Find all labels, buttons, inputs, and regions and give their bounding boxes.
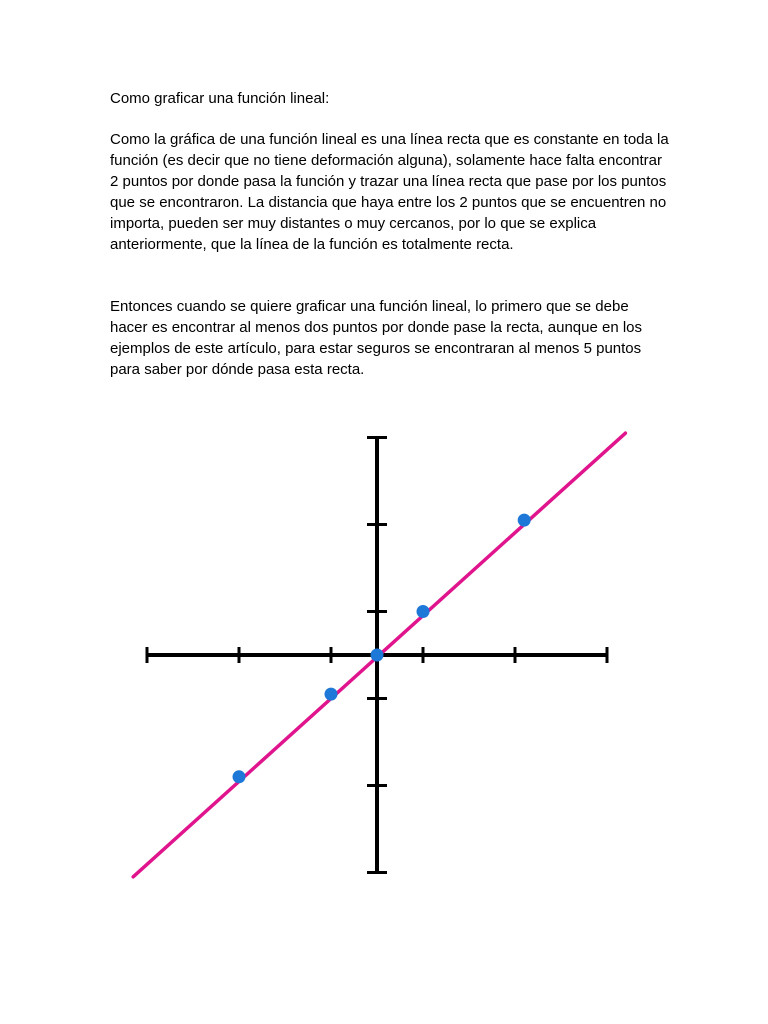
linear-function-graph xyxy=(130,420,630,890)
data-point xyxy=(233,770,246,783)
data-point xyxy=(417,605,430,618)
data-point xyxy=(518,514,531,527)
paragraph-2: Entonces cuando se quiere graficar una función lineal, lo primero que se debe hacer es encontrar al menos dos puntos por donde pase la recta, aunque en los ejemplos de este artículo, para estar seguros se encontraran al menos 5 puntos para saber por dónde pasa esta recta. xyxy=(110,298,643,378)
chart-svg xyxy=(130,420,630,890)
document-heading: Como graficar una función lineal: xyxy=(110,90,330,107)
data-point xyxy=(325,688,338,701)
paragraph-1: Como la gráfica de una función lineal es una línea recta que es constante en toda la función (es decir que no tiene deformación alguna), solamente hace falta encontrar 2 puntos por donde pasa la función y trazar una línea recta que pase por los puntos que se encontraron. La distancia que haya entre los 2 puntos que se encuentren no importa, pueden ser muy distantes o muy cercanos, por lo que se explica anteriormente, que la línea de la función es totalmente recta. xyxy=(110,131,669,253)
data-point xyxy=(371,649,384,662)
